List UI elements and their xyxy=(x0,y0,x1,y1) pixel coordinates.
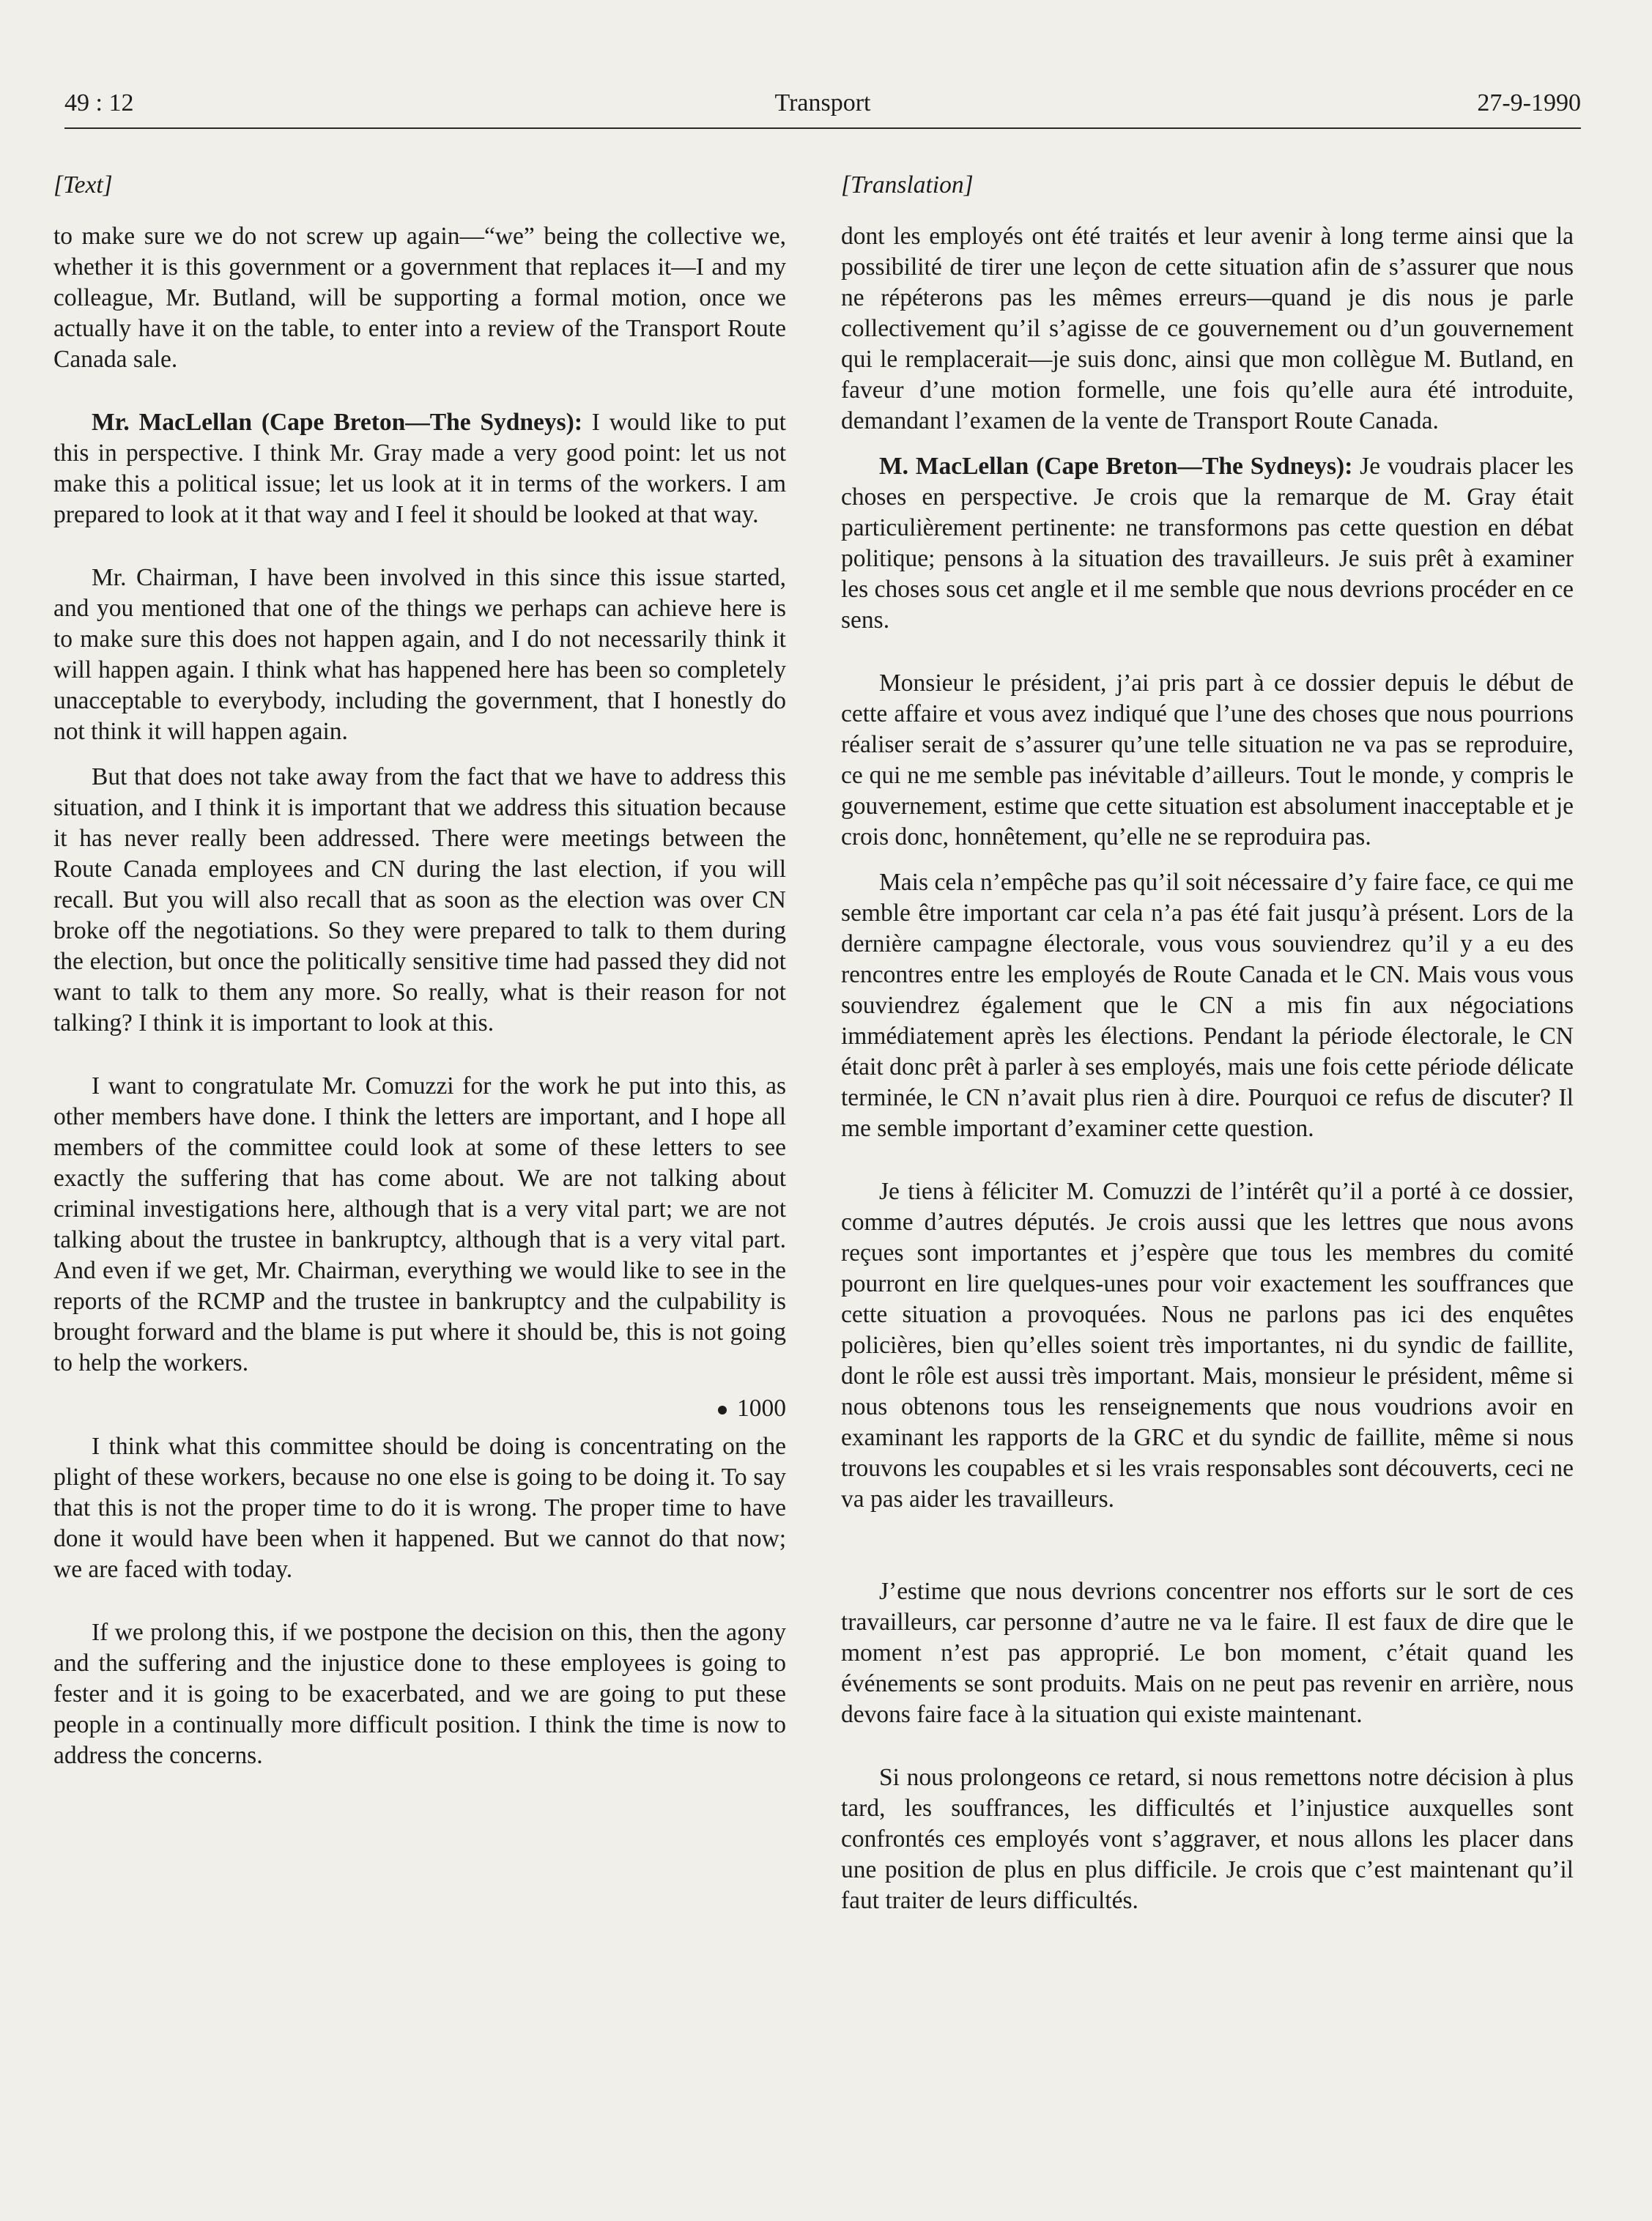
bullet-icon xyxy=(718,1406,727,1414)
page-date: 27-9-1990 xyxy=(1477,89,1581,116)
speech-text: I would like to put this in perspective. I think Mr. Gray made a very good point: let us not make this a political issue; let us look at it in terms of the workers. I am prepared to look at it that way and I feel it should be looked at that way. xyxy=(53,409,786,528)
paragraph: Mais cela n’empêche pas qu’il soit nécessaire d’y faire face, ce qui me semble être important car cela n’a pas été fait jusqu’à présent. Lors de la dernière campagne électorale, vous vous souviendrez qu’il y a eu des rencontres entre les employés de Route Canada et le CN. Mais vous vous souviendrez également que le CN a mis fin aux négociations immédiatement après les élections. Pendant la période électorale, le CN était donc prêt à parler à ses employés, mais une fois cette période délicate terminée, le CN n’avait plus rien à dire. Pourquoi ce refus de discuter? Il me semble important d’examiner cette question. xyxy=(841,869,1574,1142)
paragraph: Monsieur le président, j’ai pris part à ce dossier depuis le début de cette affaire et vous avez indiqué que l’une des choses que nous pourrions réaliser serait de s’assurer qu’une telle situation ne va pas se reproduire, ce qui ne me semble pas inévitable d’ailleurs. Tout le monde, y compris le gouvernement, estime que cette situation est absolument inacceptable et je crois donc, honnêtement, qu’elle ne se reproduira pas. xyxy=(841,670,1574,850)
paragraph: to make sure we do not screw up again—“we” being the collective we, whether it is this government or a government that replaces it—I and my colleague, Mr. Butland, will be supporting a formal motion, once we actually have it on the table, to enter into a review of the Transport Route Canada sale. xyxy=(53,223,786,373)
paragraph: But that does not take away from the fact that we have to address this situation, and I think it is important that we address this situation because it has never really been addressed. There were meetings between the Route Canada employees and CN during the last election, if you will recall. But you will also recall that as soon as the election was over CN broke off the negotiations. So they were prepared to talk to them during the election, but once the politically sensitive time had passed they did not want to talk to them any more. So really, what is their reason for not talking? I think it is important to look at this. xyxy=(53,763,786,1037)
speaker-name: Mr. MacLellan (Cape Breton—The Sydneys): xyxy=(92,409,582,436)
text-label: [Text] xyxy=(53,171,113,199)
translation-label: [Translation] xyxy=(841,171,974,199)
time-marker xyxy=(53,1393,786,1424)
paragraph: Si nous prolongeons ce retard, si nous remettons notre décision à plus tard, les souffrances, les difficultés et l’injustice auxquelles sont confrontés ces employés vont s’aggraver, et nous allons les placer dans une position de plus en plus difficile. Je crois que c’est maintenant qu’il faut traiter de leurs difficultés. xyxy=(841,1764,1574,1914)
speech-text: Je voudrais placer les choses en perspective. Je crois que la remarque de M. Gray était particulièrement pertinente: ne transformons pas cette question en débat politique; pensons à la situation des travailleurs. Je suis prêt à examiner les choses sous cet angle et il me semble que nous devrions procéder en ce sens. xyxy=(841,453,1574,634)
page-reference: 49 : 12 xyxy=(64,89,134,116)
paragraph: I think what this committee should be doing is concentrating on the plight of these workers, because no one else is going to be doing it. To say that this is not the proper time to do it is wrong. The proper time to have done it would have been when it happened. But we cannot do that now; we are faced with today. xyxy=(53,1433,786,1583)
speaker-name: M. MacLellan (Cape Breton—The Sydneys): xyxy=(879,453,1353,480)
paragraph: Mr. Chairman, I have been involved in this since this issue started, and you mentioned that one of the things we perhaps can achieve here is to make sure this does not happen again, and I do not necessarily think it will happen again. I think what has happened here has been so completely unacceptable to everybody, including the government, that I honestly do not think it will happen again. xyxy=(53,564,786,745)
page-header xyxy=(64,86,1581,129)
paragraph: If we prolong this, if we postpone the decision on this, then the agony and the suffering and the injustice done to these employees is going to fester and it is going to be exacerbated, and we are going to put these people in a continually more difficult position. I think the time is now to address the concerns. xyxy=(53,1619,786,1769)
french-column xyxy=(841,170,1574,1931)
paragraph: dont les employés ont été traités et leur avenir à long terme ainsi que la possibilité de tirer une leçon de cette situation afin de s’assurer que nous ne répéterons pas les mêmes erreurs—quand je dis nous je parle collectivement qu’il s’agisse de ce gouvernement ou d’un gouvernement qui le remplacerait—je suis donc, ainsi que mon collègue M. Butland, en faveur d’une motion formelle, une fois qu’elle aura été introduite, demandant l’examen de la vente de Transport Route Canada. xyxy=(841,223,1574,434)
paragraph-speaker-maclellan xyxy=(841,451,1574,636)
running-title: Transport xyxy=(774,89,871,116)
paragraph: J’estime que nous devrions concentrer nos efforts sur le sort de ces travailleurs, car personne d’autre ne va le faire. Il est faux de dire que le moment n’est pas approprié. Le bon moment, c’était quand les événements se sont produits. Mais on ne peut pas revenir en arrière, nous devons faire face à la situation qui existe maintenant. xyxy=(841,1578,1574,1728)
time-marker-text: 1000 xyxy=(737,1395,786,1422)
paragraph: Je tiens à féliciter M. Comuzzi de l’intérêt qu’il a porté à ce dossier, comme d’autres députés. Je crois aussi que les lettres que nous avons reçues sont importantes et j’espère que tous les membres du comité pourront en lire quelques-unes pour voir exactement les souffrances que cette situation a provoquées. Nous ne parlons pas ici des enquêtes policières, bien qu’elles soient très importantes, ni du syndic de faillite, dont le rôle est aussi très important. Mais, monsieur le président, même si nous obtenons tous les renseignements que nous voudrions avoir en examinant les rapports de la GRC et du syndic de faillite, même si nous trouvons les coupables et si les vrais responsables sont découverts, ceci ne va pas aider les travailleurs. xyxy=(841,1178,1574,1513)
paragraph: I want to congratulate Mr. Comuzzi for the work he put into this, as other members have done. I think the letters are important, and I hope all members of the committee could look at some of these letters to see exactly the suffering that has come about. We are not talking about criminal investigations here, although that is a very vital part; we are not talking about the trustee in bankruptcy, although that is a very vital part. And even if we get, Mr. Chairman, everything we would like to see in the reports of the RCMP and the trustee in bankruptcy and the culpability is brought forward and the blame is put where it should be, this is not going to help the workers. xyxy=(53,1072,786,1376)
paragraph-speaker-maclellan xyxy=(53,407,786,530)
english-column xyxy=(53,170,786,1786)
